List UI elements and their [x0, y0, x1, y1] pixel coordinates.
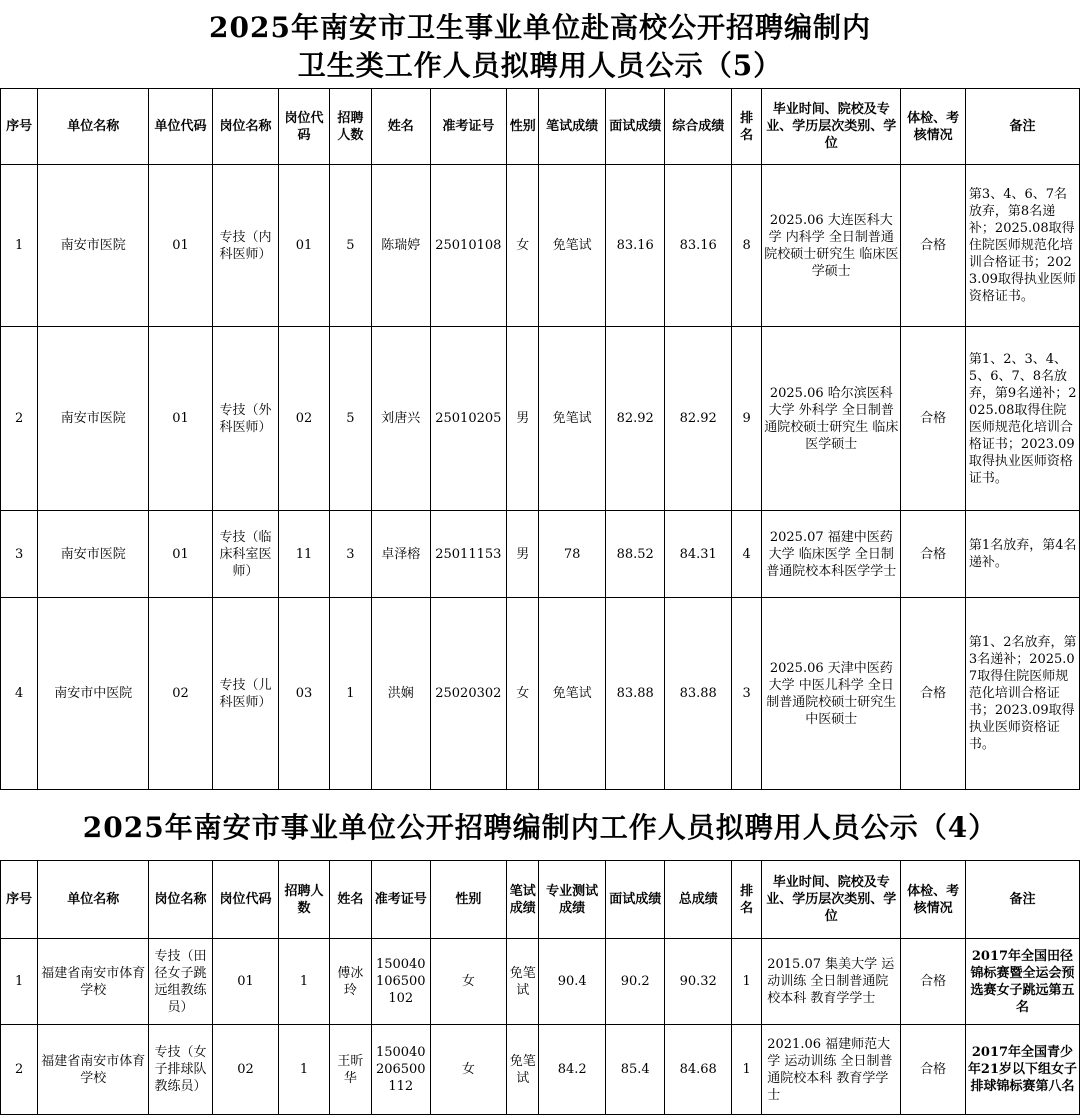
- cell-post-code: 01: [212, 939, 279, 1025]
- cell-unit: 福建省南安市体育学校: [38, 1025, 149, 1115]
- cell-interview: 82.92: [605, 327, 664, 511]
- cell-total: 84.68: [665, 1025, 732, 1115]
- cell-check: 合格: [901, 939, 966, 1025]
- cell-exam-id: 25010205: [430, 327, 507, 511]
- cell-post: 专技（女子排球队教练员）: [149, 1025, 213, 1115]
- header-cell: 笔试成绩: [539, 89, 606, 165]
- header-cell: 综合成绩: [665, 89, 732, 165]
- header-cell: 序号: [1, 89, 38, 165]
- header-cell: 备注: [965, 89, 1079, 165]
- cell-written: 免笔试: [539, 598, 606, 790]
- table1-title-line1: 2025年南安市卫生事业单位赴高校公开招聘编制内: [209, 11, 871, 44]
- cell-exam-id: 150040106500102: [372, 939, 430, 1025]
- cell-rank: 4: [731, 511, 761, 598]
- header-cell: 总成绩: [665, 861, 732, 939]
- cell-num: 1: [329, 598, 371, 790]
- cell-num: 1: [279, 939, 329, 1025]
- cell-pro: 90.4: [539, 939, 606, 1025]
- header-cell: 体检、考核情况: [901, 861, 966, 939]
- cell-post-code: 03: [279, 598, 329, 790]
- cell-unit-code: 01: [149, 511, 213, 598]
- table-row: [1, 511, 1080, 598]
- cell-rank: 8: [731, 165, 761, 327]
- cell-unit-code: 01: [149, 165, 213, 327]
- header-cell: 准考证号: [372, 861, 430, 939]
- cell-post: 专技（外科医师）: [212, 327, 279, 511]
- cell-num: 5: [329, 327, 371, 511]
- header-cell: 体检、考核情况: [901, 89, 966, 165]
- cell-total: 82.92: [665, 327, 732, 511]
- cell-post-code: 11: [279, 511, 329, 598]
- cell-check: 合格: [901, 165, 966, 327]
- header-cell: 姓名: [372, 89, 430, 165]
- table-row: [1, 327, 1080, 511]
- header-cell: 岗位代码: [212, 861, 279, 939]
- cell-name: 卓泽榕: [372, 511, 430, 598]
- cell-post-code: 01: [279, 165, 329, 327]
- table2-header-row: [1, 861, 1080, 939]
- cell-gender: 女: [430, 939, 507, 1025]
- cell-written: 免笔试: [539, 327, 606, 511]
- cell-num: 5: [329, 165, 371, 327]
- cell-no: 2: [1, 327, 38, 511]
- cell-written: 免笔试: [507, 939, 539, 1025]
- cell-exam-id: 25010108: [430, 165, 507, 327]
- table1: [0, 88, 1080, 790]
- cell-written: 78: [539, 511, 606, 598]
- cell-post: 专技（儿科医师）: [212, 598, 279, 790]
- cell-total: 83.88: [665, 598, 732, 790]
- cell-grad: 2015.07 集美大学 运动训练 全日制普通院校本科 教育学学士: [762, 939, 901, 1025]
- cell-rank: 3: [731, 598, 761, 790]
- table1-header-row: [1, 89, 1080, 165]
- cell-unit: 南安市医院: [38, 511, 149, 598]
- header-cell: 序号: [1, 861, 38, 939]
- cell-interview: 83.16: [605, 165, 664, 327]
- cell-exam-id: 150040206500112: [372, 1025, 430, 1115]
- cell-grad: 2025.06 大连医科大学 内科学 全日制普通院校硕士研究生 临床医学硕士: [762, 165, 901, 327]
- header-cell: 招聘人数: [279, 861, 329, 939]
- cell-note: 第3、4、6、7名放弃，第8名递补；2025.08取得住院医师规范化培训合格证书；2023.09取得执业医师资格证书。: [965, 165, 1079, 327]
- cell-interview: 83.88: [605, 598, 664, 790]
- cell-interview: 85.4: [605, 1025, 664, 1115]
- cell-written: 免笔试: [507, 1025, 539, 1115]
- cell-unit: 南安市医院: [38, 165, 149, 327]
- header-cell: 排名: [731, 861, 761, 939]
- header-cell: 性别: [507, 89, 539, 165]
- header-cell: 姓名: [329, 861, 371, 939]
- cell-unit: 南安市中医院: [38, 598, 149, 790]
- cell-no: 2: [1, 1025, 38, 1115]
- cell-no: 1: [1, 939, 38, 1025]
- header-cell: 毕业时间、院校及专业、学历层次类别、学位: [762, 89, 901, 165]
- cell-grad: 2025.06 哈尔滨医科大学 外科学 全日制普通院校硕士研究生 临床医学硕士: [762, 327, 901, 511]
- table2-title: 2025年南安市事业单位公开招聘编制内工作人员拟聘用人员公示（4）: [82, 811, 998, 844]
- header-cell: 单位名称: [38, 89, 149, 165]
- cell-interview: 88.52: [605, 511, 664, 598]
- cell-gender: 男: [507, 327, 539, 511]
- cell-gender: 男: [507, 511, 539, 598]
- cell-unit-code: 01: [149, 327, 213, 511]
- cell-grad: 2025.07 福建中医药大学 临床医学 全日制普通院校本科医学学士: [762, 511, 901, 598]
- cell-pro: 84.2: [539, 1025, 606, 1115]
- cell-interview: 90.2: [605, 939, 664, 1025]
- header-cell: 岗位代码: [279, 89, 329, 165]
- cell-total: 84.31: [665, 511, 732, 598]
- cell-check: 合格: [901, 327, 966, 511]
- cell-check: 合格: [901, 511, 966, 598]
- header-cell: 排名: [731, 89, 761, 165]
- cell-name: 洪娴: [372, 598, 430, 790]
- header-cell: 毕业时间、院校及专业、学历层次类别、学位: [762, 861, 901, 939]
- cell-grad: 2021.06 福建师范大学 运动训练 全日制普通院校本科 教育学学士: [762, 1025, 901, 1115]
- cell-exam-id: 25011153: [430, 511, 507, 598]
- table1-title-line2: 卫生类工作人员拟聘用人员公示（5）: [297, 49, 783, 82]
- header-cell: 单位名称: [38, 861, 149, 939]
- cell-note: 2017年全国田径锦标赛暨全运会预选赛女子跳远第五名: [965, 939, 1079, 1025]
- cell-unit: 福建省南安市体育学校: [38, 939, 149, 1025]
- header-cell: 单位代码: [149, 89, 213, 165]
- cell-post-code: 02: [212, 1025, 279, 1115]
- cell-rank: 1: [731, 1025, 761, 1115]
- cell-note: 第1、2、3、4、5、6、7、8名放弃，第9名递补；2025.08取得住院医师规范化培训合格证书；2023.09取得执业医师资格证书。: [965, 327, 1079, 511]
- cell-check: 合格: [901, 598, 966, 790]
- header-cell: 笔试成绩: [507, 861, 539, 939]
- cell-post-code: 02: [279, 327, 329, 511]
- table-row: [1, 165, 1080, 327]
- cell-num: 1: [279, 1025, 329, 1115]
- cell-total: 83.16: [665, 165, 732, 327]
- cell-unit: 南安市医院: [38, 327, 149, 511]
- cell-rank: 9: [731, 327, 761, 511]
- cell-rank: 1: [731, 939, 761, 1025]
- header-cell: 面试成绩: [605, 89, 664, 165]
- table-row: [1, 1025, 1080, 1115]
- header-cell: 面试成绩: [605, 861, 664, 939]
- cell-written: 免笔试: [539, 165, 606, 327]
- cell-gender: 女: [507, 598, 539, 790]
- header-cell: 岗位名称: [149, 861, 213, 939]
- cell-name: 陈瑞婷: [372, 165, 430, 327]
- cell-post: 专技（临床科室医师）: [212, 511, 279, 598]
- cell-no: 3: [1, 511, 38, 598]
- cell-no: 1: [1, 165, 38, 327]
- cell-post: 专技（内科医师）: [212, 165, 279, 327]
- cell-name: 刘唐兴: [372, 327, 430, 511]
- table-row: [1, 939, 1080, 1025]
- cell-num: 3: [329, 511, 371, 598]
- table-row: [1, 598, 1080, 790]
- cell-note: 2017年全国青少年21岁以下组女子排球锦标赛第八名: [965, 1025, 1079, 1115]
- cell-unit-code: 02: [149, 598, 213, 790]
- cell-grad: 2025.06 天津中医药大学 中医儿科学 全日制普通院校硕士研究生 中医硕士: [762, 598, 901, 790]
- header-cell: 招聘人数: [329, 89, 371, 165]
- cell-gender: 女: [507, 165, 539, 327]
- cell-note: 第1、2名放弃，第3名递补；2025.07取得住院医师规范化培训合格证书；2023.09取得执业医师资格证书。: [965, 598, 1079, 790]
- header-cell: 岗位名称: [212, 89, 279, 165]
- cell-gender: 女: [430, 1025, 507, 1115]
- table2: [0, 860, 1080, 1115]
- cell-name: 傅冰玲: [329, 939, 371, 1025]
- header-cell: 性别: [430, 861, 507, 939]
- cell-check: 合格: [901, 1025, 966, 1115]
- header-cell: 专业测试成绩: [539, 861, 606, 939]
- header-cell: 备注: [965, 861, 1079, 939]
- cell-no: 4: [1, 598, 38, 790]
- cell-name: 王昕华: [329, 1025, 371, 1115]
- header-cell: 准考证号: [430, 89, 507, 165]
- cell-total: 90.32: [665, 939, 732, 1025]
- cell-exam-id: 25020302: [430, 598, 507, 790]
- cell-post: 专技（田径女子跳远组教练员）: [149, 939, 213, 1025]
- cell-note: 第1名放弃，第4名递补。: [965, 511, 1079, 598]
